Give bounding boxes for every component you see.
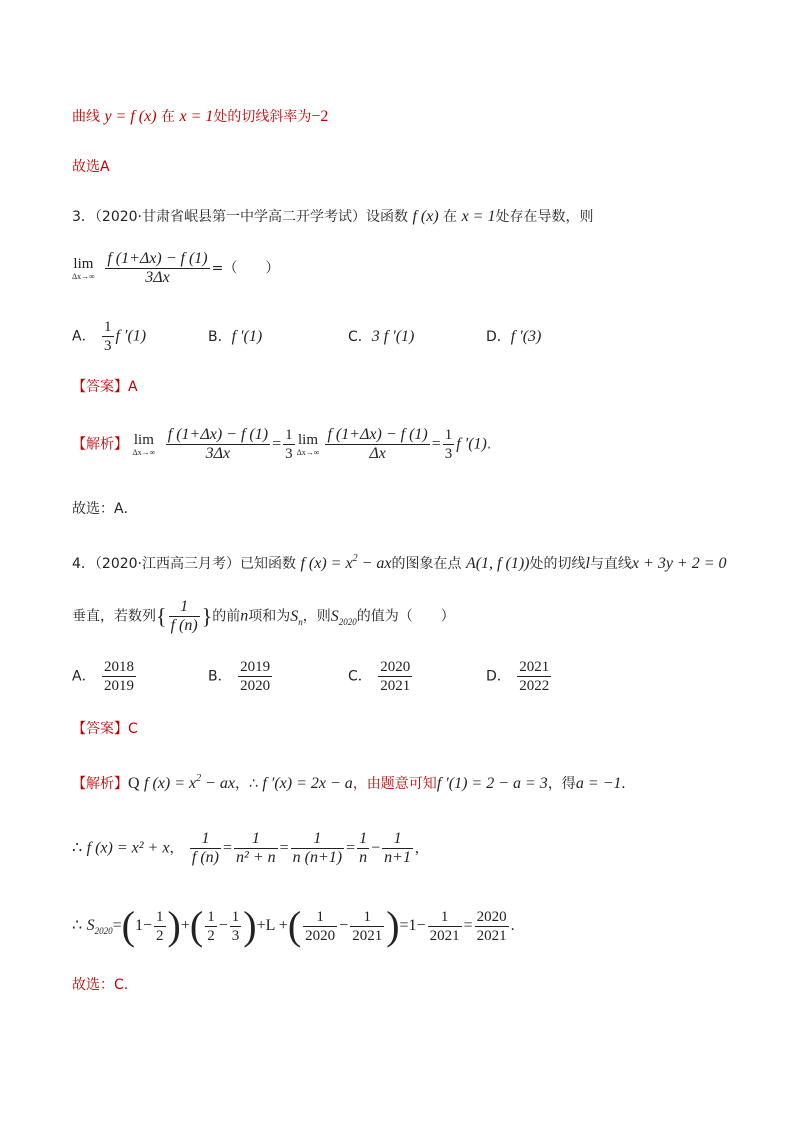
fraction-numerator: 2020 — [380, 659, 411, 675]
limit-operator — [72, 256, 95, 281]
fraction-numerator: 2018 — [104, 659, 135, 675]
term-1: $\frac{1}{2}$ — [156, 908, 164, 944]
q4-stem-8: ，则 — [302, 608, 331, 625]
analysis-text-1: ，∴ — [235, 776, 258, 792]
term-2a: $\frac{1}{2}$ — [207, 908, 215, 944]
math-a-result: a = −1 — [575, 775, 622, 792]
analysis-coef-2 — [443, 426, 455, 463]
option-label: A． — [72, 328, 96, 345]
coef-fraction — [102, 318, 114, 355]
q4-stem-4: 与直线 — [589, 556, 632, 572]
term-2b: $\frac{1}{3}$ — [231, 908, 240, 944]
fraction-numerator: 2020 — [476, 908, 507, 925]
fraction-denominator: 3Δx — [145, 269, 170, 286]
q3-source: （2020·甘肃省岷县第一中学高二开学考试） — [94, 209, 366, 225]
q4-stem-1: 已知函数 — [240, 556, 297, 572]
limit-operator — [132, 432, 155, 457]
q4-choice: 故选：C. — [72, 977, 129, 993]
math-s2020 — [87, 917, 113, 934]
fraction-denominator: 3 — [444, 446, 453, 462]
choice-line-top: 故选A — [72, 159, 110, 175]
q4-stem-9: 的值为（ ） — [356, 608, 455, 625]
slope-value: −2 — [311, 108, 329, 125]
math-fx-def: f $(x) = x^2$ − ax — [144, 773, 236, 792]
q3-stem-2: 在 — [443, 209, 458, 225]
answer-value: C — [128, 721, 138, 737]
fraction-denominator: 2020 — [240, 678, 271, 694]
limit-operator — [297, 432, 320, 457]
q3-number: 3． — [72, 209, 95, 225]
slope-text-1: 曲线 — [72, 109, 100, 125]
analysis-text-3: ，得 — [547, 776, 576, 792]
q4-stem-6: 的前 — [212, 608, 241, 625]
limit-sub: Δx→∞ — [296, 448, 320, 457]
fraction-denominator: n² + n — [236, 849, 276, 866]
answer-label: 【答案】 — [72, 379, 128, 395]
q3-answer — [72, 376, 138, 398]
option-value: f ′(1) — [231, 328, 263, 345]
q3-choice: 故选：A． — [72, 501, 138, 517]
analysis-label: 【解析】 — [72, 776, 128, 792]
math-y-eq-fx: y = f (x) — [104, 108, 157, 125]
ellipsis: L — [265, 917, 275, 934]
fraction-denominator: f (n) — [191, 849, 219, 866]
frac-5 — [382, 830, 413, 867]
fraction-denominator: 2022 — [519, 678, 550, 694]
option-label: A． — [72, 668, 96, 685]
limit-sub: Δx→∞ — [72, 272, 95, 281]
fraction-numerator: 1 — [285, 427, 293, 443]
q4-option-b — [208, 658, 274, 695]
s-letter: S — [86, 917, 95, 934]
math-because: Q — [128, 775, 140, 792]
answer-value: A — [128, 379, 138, 395]
fraction-numerator: f (1+Δx) − f (1) — [327, 426, 428, 443]
math-derivative: f ′(x) = 2x − a — [262, 775, 353, 792]
math-n: n — [240, 607, 249, 625]
q4-option-a — [72, 658, 138, 695]
q3-option-d — [486, 326, 541, 346]
math-s2020: $S_{2020}$ — [330, 607, 357, 627]
fraction-denominator: 2019 — [104, 678, 135, 694]
analysis-label: 【解析】 — [72, 436, 128, 453]
q4-stem-5: 垂直，若数列 — [72, 608, 156, 625]
q3-blank: =（ ） — [211, 260, 280, 277]
option-value: f ′(3) — [510, 328, 542, 345]
fraction-denominator: n+1 — [384, 849, 411, 866]
fraction-numerator: f (1+Δx) − f (1) — [167, 426, 269, 443]
q4-source: （2020·江西高三月考） — [94, 556, 241, 572]
q3-option-a — [72, 318, 146, 355]
frac-3 — [291, 830, 344, 867]
option-fraction — [102, 658, 136, 695]
limit-word: lim — [73, 256, 94, 272]
math-sn: $S_n$ — [290, 607, 303, 627]
option-label: C． — [348, 329, 372, 345]
analysis-fraction-2 — [325, 426, 429, 463]
q3-stem — [72, 206, 593, 228]
math-x-eq-1: x = 1 — [461, 208, 496, 225]
frac-4 — [357, 830, 369, 867]
term-last-b: $\frac{1}{2021}$ — [352, 908, 383, 944]
math-eq: f ′(1) = 2 − a = 3 — [436, 775, 548, 792]
option-fraction — [238, 658, 272, 695]
fraction-numerator: 1 — [291, 830, 344, 849]
q4-stem-7: 项和为 — [248, 608, 291, 625]
q4-analysis-line-2: ∴ f (x) = x² + x， $\frac{1}{f (n)}$ = $\frac{1}{\text{n² + n}}$ = $\frac{1}{n (n+1)}$ = $\frac{1}{n}$ − $\frac{1}{n+1}$ , — [72, 830, 419, 866]
fraction-numerator: 1 — [190, 830, 221, 849]
limit-word: lim — [133, 432, 154, 448]
math-line-eq: x + 3y + 2 = 0 — [631, 555, 727, 572]
q3-limit-fraction — [105, 250, 209, 287]
q3-stem-1: 设函数 — [366, 209, 408, 225]
fraction-numerator: 1 — [359, 830, 368, 847]
q3-stem-3: 处存在导数，则 — [495, 209, 594, 225]
separator: ， — [169, 840, 184, 857]
q3-limit-expression — [72, 250, 279, 287]
fraction-denominator: 3 — [104, 338, 112, 354]
option-value: f ′(1) — [115, 327, 147, 345]
fraction-numerator: f (1+Δx) − f (1) — [107, 250, 208, 267]
fraction-numerator: 1 — [234, 830, 278, 849]
analysis-coef — [283, 426, 295, 463]
sum-result — [475, 908, 509, 945]
math-x-eq-1: x = 1 — [179, 108, 214, 125]
fraction-denominator: 3 — [285, 446, 293, 462]
option-value: 3 f ′(1) — [371, 328, 415, 345]
analysis-text-2: ，由题意可知 — [352, 776, 437, 792]
fraction-numerator: 2021 — [519, 659, 550, 675]
frac-1 — [190, 830, 221, 867]
frac-2 — [234, 830, 278, 867]
fraction-denominator: f (n) — [170, 617, 198, 634]
s-subscript: 2020 — [94, 926, 113, 936]
slope-text-3: 处的切线斜率为 — [213, 109, 312, 125]
option-label: B． — [208, 329, 232, 345]
analysis-fraction-1 — [166, 426, 270, 463]
math-fx-def: f $(x) = x^2$ − ax — [300, 553, 392, 572]
fraction-denominator: 3Δx — [205, 445, 231, 462]
fraction-numerator: 1 — [104, 319, 112, 335]
fraction-denominator: Δx — [369, 445, 386, 462]
fraction-denominator: 2021 — [380, 678, 411, 694]
analysis-result: f ′(1) — [456, 435, 487, 453]
limit-sub: Δx→∞ — [132, 448, 156, 457]
q3-analysis: 【解析】 lim Δx→∞ $\frac{f (1+\Delta x) - f (1)}{3\Delta x}$ = $\frac{1}{3}$ lim Δx→∞ $\frac{f (1+\Delta x) - f (1)}{\Delta x}$ = $\frac{1}{3}$ f ′(1). — [72, 426, 492, 462]
q4-stem-2: 的图象在点 — [391, 556, 462, 572]
option-fraction — [517, 658, 551, 695]
q4-option-d — [486, 658, 553, 695]
option-fraction — [378, 658, 412, 695]
q4-stem-line-1 — [72, 548, 727, 575]
term-final: $\frac{1}{2021}$ — [429, 908, 460, 944]
math-therefore: ∴ — [72, 917, 83, 934]
q4-analysis-line-3: ∴ $S_{2020}=(1-$ $\frac{1}{2}$ )+( $\frac{1}{2}$ − $\frac{1}{3}$ )+L +( $\frac{1}{2020}$ − $\frac{1}{2021}$ )=1− $\frac{1}{2021}$ = $\frac{2020}{2021}$ . — [72, 903, 515, 948]
answer-label: 【答案】 — [72, 721, 128, 737]
q4-analysis-line-1: 【解析】Q f $(x) = x^2$ − ax，∴ f ′(x) = 2x − a，由题意可知f ′(1) = 2 − a = 3，得a = −1. — [72, 773, 626, 792]
fraction-numerator: 1 — [444, 427, 453, 443]
q4-option-c — [348, 658, 414, 695]
q4-answer — [72, 718, 138, 740]
slope-text-2: 在 — [161, 109, 176, 125]
option-label: B． — [208, 668, 232, 685]
math-fx: f (x) — [412, 208, 439, 225]
q3-option-c — [348, 326, 414, 346]
term-last-a: $\frac{1}{2020}$ — [305, 908, 336, 944]
fraction-numerator: 1 — [169, 598, 200, 617]
math-point-a: A(1, f (1)) — [465, 555, 530, 572]
slope-statement — [72, 106, 328, 128]
q4-number: 4． — [72, 556, 95, 572]
limit-word: lim — [298, 432, 319, 448]
option-label: D． — [486, 329, 511, 345]
q4-stem-3: 处的切线 — [529, 556, 586, 572]
q4-stem-line-2: 垂直，若数列{ $\frac{1}{f (n)}$ }的前n项和为$S_n$，则$S_{2020}$的值为（ ） — [72, 598, 455, 634]
option-label: C． — [348, 668, 372, 685]
fraction-denominator: n (n+1) — [292, 849, 343, 866]
q3-option-b — [208, 326, 262, 346]
math-l: l — [585, 555, 590, 572]
seq-fraction — [169, 598, 200, 635]
math-therefore: ∴ — [72, 839, 83, 857]
fraction-numerator: 1 — [382, 830, 413, 849]
option-label: D． — [486, 668, 511, 685]
math-f-result: f (x) = x² + x — [86, 839, 170, 857]
fraction-denominator: 2021 — [476, 927, 507, 944]
fraction-denominator: n — [359, 849, 368, 866]
fraction-numerator: 2019 — [240, 659, 271, 675]
